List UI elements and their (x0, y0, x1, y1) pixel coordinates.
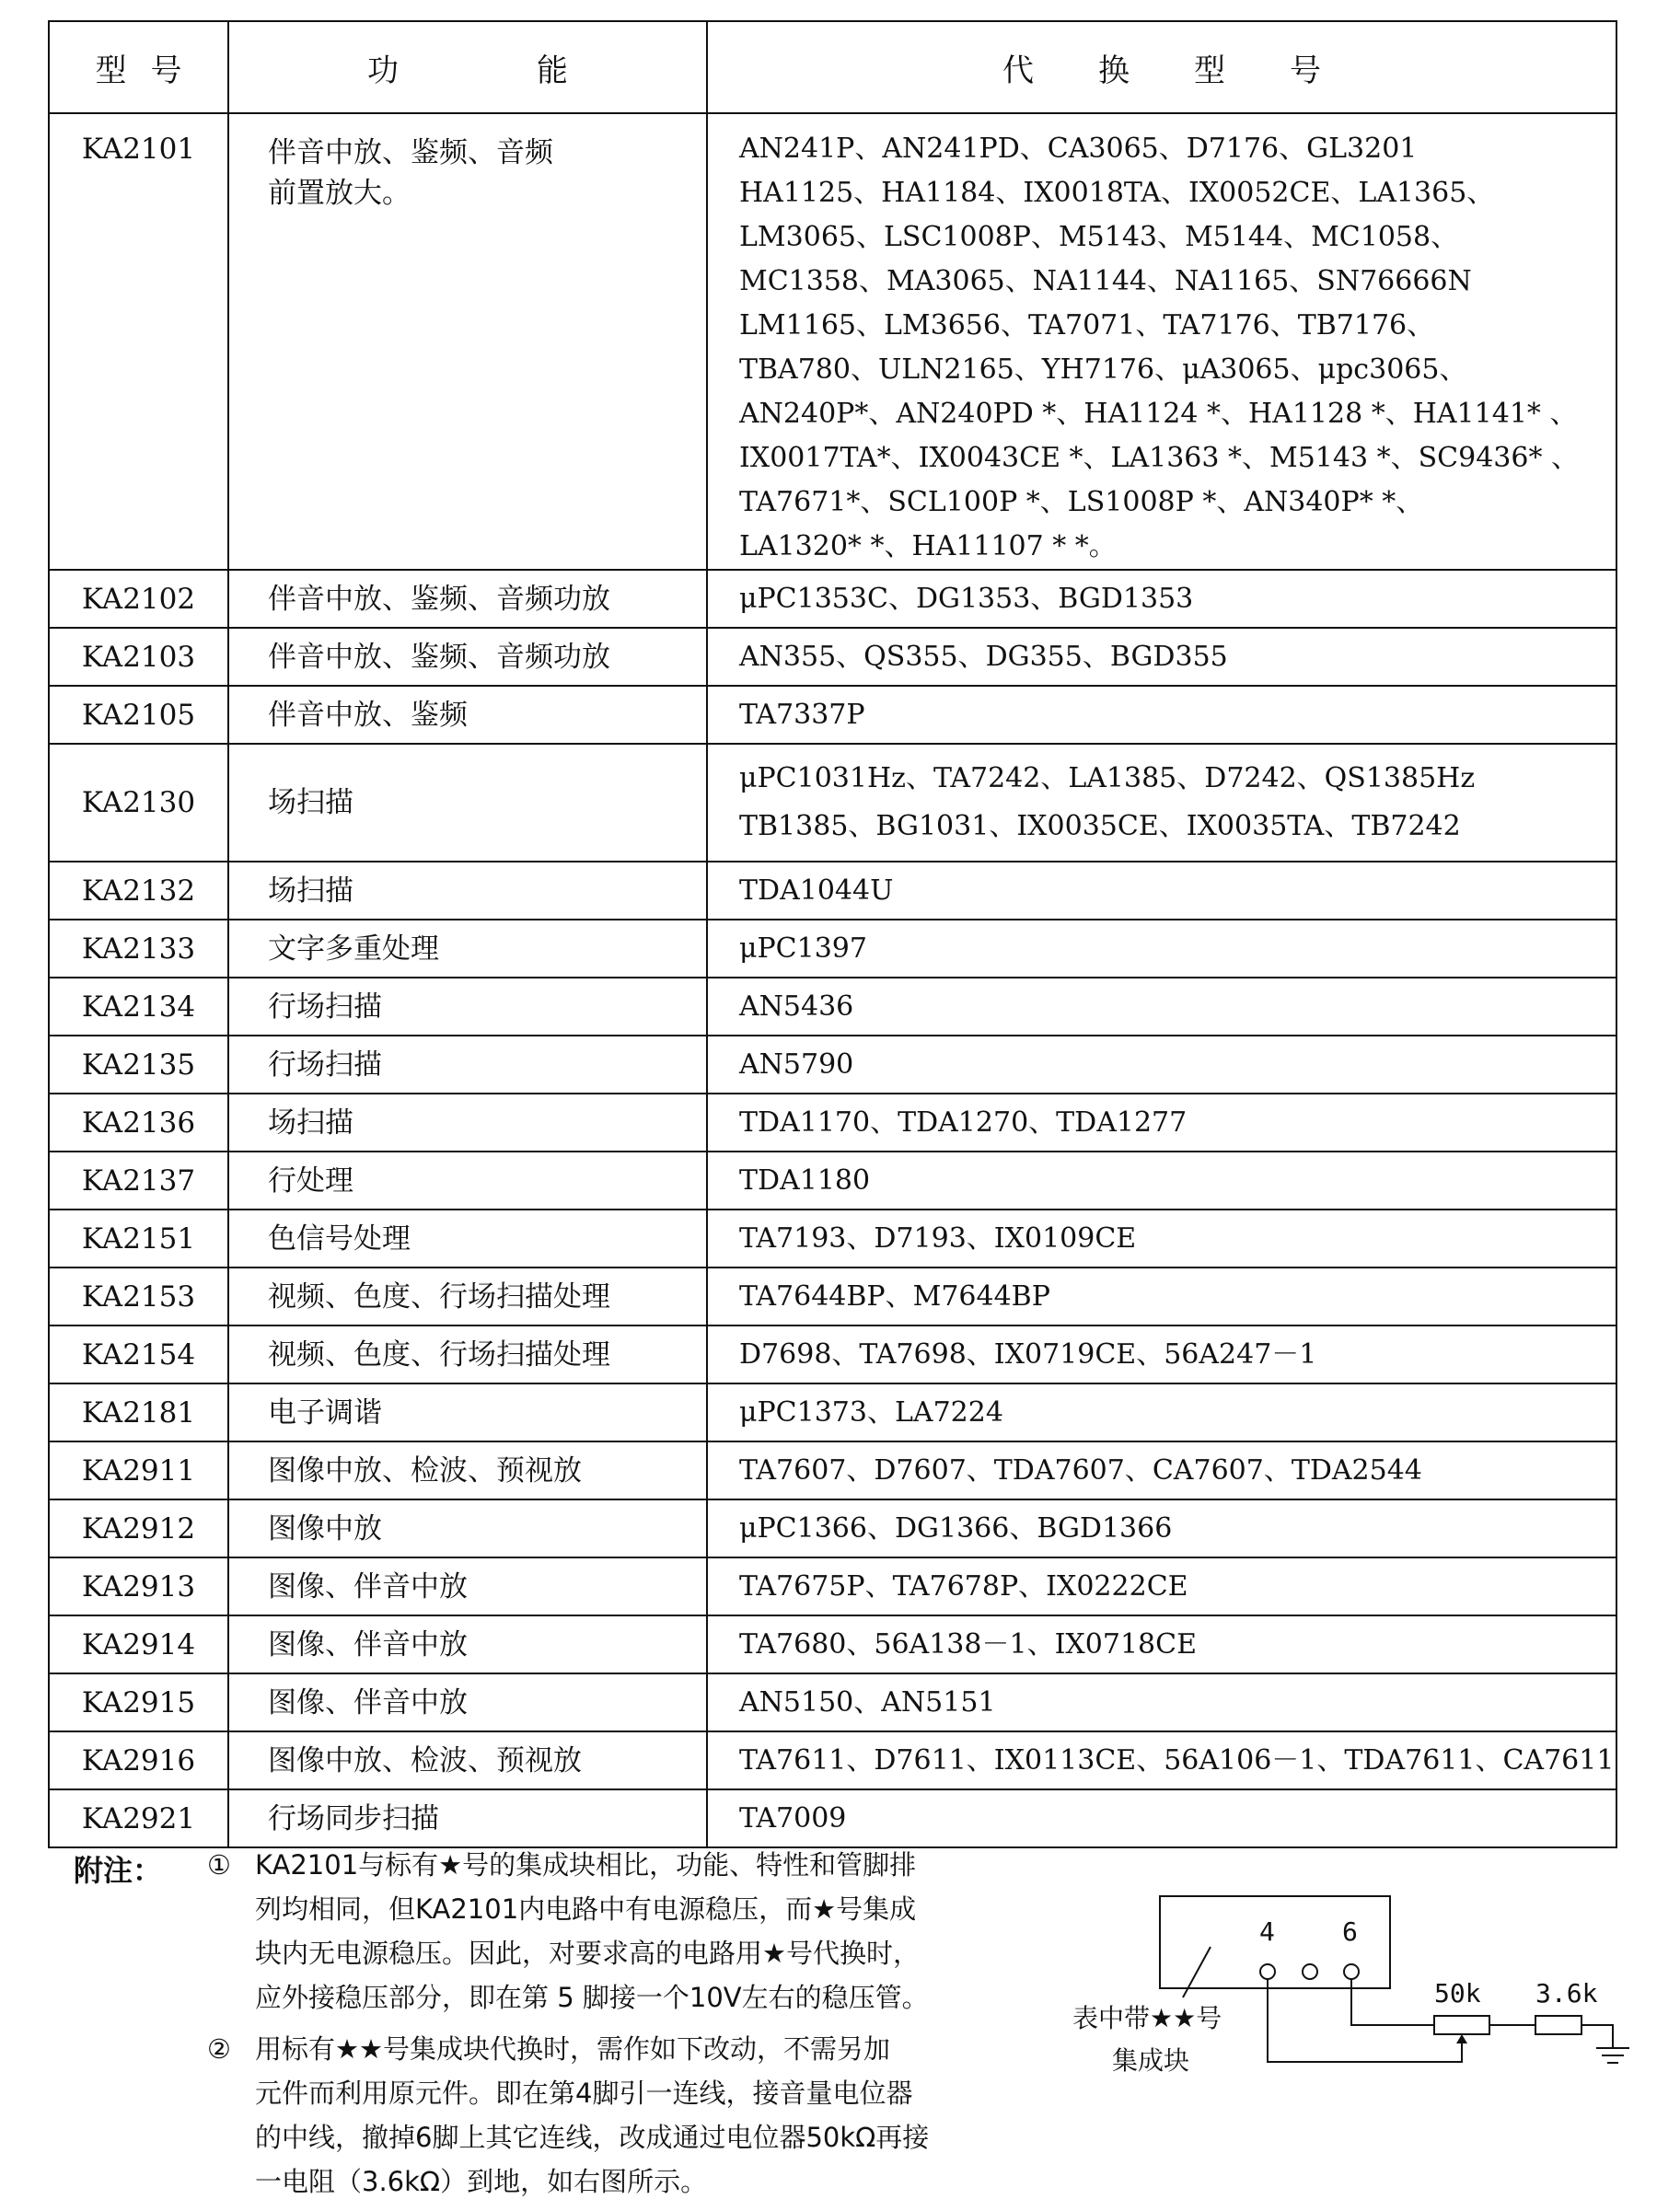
substitute-line: TBA780、ULN2165、YH7176、μA3065、μpc3065、 (739, 353, 1467, 386)
model-cell: KA2912 (49, 1499, 228, 1557)
ic-pointer-line (1183, 1947, 1211, 1997)
wiring-diagram (1049, 1878, 1639, 2154)
function-line: 图像中放 (268, 1511, 382, 1545)
substitute-line: MC1358、MA3065、NA1144、NA1165、SN76666N (739, 265, 1472, 297)
wiper-arrow (1456, 2034, 1467, 2043)
table-row (49, 1499, 1616, 1557)
potentiometer (1434, 2016, 1489, 2034)
substitute-line: μPC1366、DG1366、BGD1366 (739, 1511, 1173, 1545)
table-row (49, 1557, 1616, 1615)
table-row (49, 920, 1616, 978)
note-text (255, 2027, 1176, 2204)
note-line: 元件而利用原元件。即在第4脚引一连线，接音量电位器 (255, 2078, 913, 2109)
table-row (49, 686, 1616, 744)
substitutes-cell (707, 1557, 1616, 1615)
substitutes-cell (707, 978, 1616, 1036)
table-header-row (49, 21, 1616, 113)
substitute-line: IX0017TA*、IX0043CE *、LA1363 *、M5143 *、SC9436* 、 (739, 442, 1579, 474)
substitutes-cell (707, 1094, 1616, 1152)
model-cell: KA2135 (49, 1036, 228, 1094)
substitutes-cell (707, 1673, 1616, 1731)
function-cell (228, 1036, 707, 1094)
substitute-line: TA7680、56A138－1、IX0718CE (739, 1627, 1197, 1661)
model-cell: KA2153 (49, 1268, 228, 1325)
function-cell (228, 744, 707, 862)
header-model: 型号 (49, 21, 228, 113)
function-cell (228, 1731, 707, 1789)
substitute-line: AN5790 (739, 1048, 854, 1081)
function-cell (228, 570, 707, 628)
substitutes-cell (707, 1789, 1616, 1847)
model-cell: KA2101 (49, 113, 228, 570)
function-cell (228, 1268, 707, 1325)
pin-6-label: 6 (1342, 1916, 1358, 1947)
substitutes-cell (707, 862, 1616, 920)
ground-wire (1582, 2025, 1613, 2048)
function-line: 场扫描 (268, 874, 353, 908)
function-cell (228, 1152, 707, 1210)
substitutes-cell (707, 920, 1616, 978)
function-line: 场扫描 (268, 786, 353, 819)
note-number: ② (207, 2033, 231, 2065)
substitutes-cell (707, 1615, 1616, 1673)
function-cell (228, 1615, 707, 1673)
pin-5 (1303, 1964, 1317, 1979)
function-line: 色信号处理 (268, 1221, 411, 1256)
model-cell: KA2133 (49, 920, 228, 978)
pot-label: 50k (1434, 1978, 1481, 2008)
substitute-line: TA7644BP、M7644BP (739, 1279, 1050, 1313)
function-line: 行场扫描 (268, 1048, 382, 1082)
model-cell: KA2915 (49, 1673, 228, 1731)
model-cell: KA2103 (49, 628, 228, 686)
note-line: 应外接稳压部分，即在第 5 脚接一个10V左右的稳压管。 (255, 1982, 929, 2013)
function-line: 图像、伴音中放 (268, 1569, 468, 1603)
header-function: 功能 (228, 21, 707, 113)
substitute-line: μPC1397 (739, 932, 867, 965)
substitutes-cell (707, 570, 1616, 628)
model-cell: KA2137 (49, 1152, 228, 1210)
model-cell: KA2913 (49, 1557, 228, 1615)
model-cell: KA2132 (49, 862, 228, 920)
function-line: 视频、色度、行场扫描处理 (268, 1337, 610, 1372)
function-cell (228, 1499, 707, 1557)
substitute-line: TDA1170、TDA1270、TDA1277 (739, 1106, 1188, 1139)
table-row (49, 1673, 1616, 1731)
substitute-line: TA7009 (739, 1801, 847, 1835)
diagram-caption: 表中带★★号 (1072, 2003, 1222, 2033)
substitutes-cell (707, 1441, 1616, 1499)
substitute-line: AN5150、AN5151 (739, 1685, 996, 1719)
resistor (1535, 2016, 1582, 2034)
model-cell: KA2102 (49, 570, 228, 628)
table-row (49, 1036, 1616, 1094)
model-cell: KA2134 (49, 978, 228, 1036)
substitute-line: AN355、QS355、DG355、BGD355 (739, 640, 1228, 673)
substitute-line: HA1125、HA1184、IX0018TA、IX0052CE、LA1365、 (739, 177, 1495, 209)
substitute-line: AN241P、AN241PD、CA3065、D7176、GL3201 (739, 133, 1418, 165)
table-row (49, 1731, 1616, 1789)
substitutes-cell (707, 1210, 1616, 1268)
substitutes-cell (707, 744, 1616, 862)
function-line: 伴音中放、鉴频、音频功放 (268, 582, 610, 616)
table-row (49, 1383, 1616, 1441)
model-cell: KA2136 (49, 1094, 228, 1152)
substitute-line: TA7337P (739, 698, 865, 731)
table-row (49, 862, 1616, 920)
function-cell (228, 113, 707, 570)
function-cell (228, 1789, 707, 1847)
function-cell (228, 1557, 707, 1615)
table-row (49, 1210, 1616, 1268)
function-line: 图像、伴音中放 (268, 1627, 468, 1661)
note-line: 用标有★★号集成块代换时，需作如下改动，不需另加 (255, 2033, 890, 2065)
function-cell (228, 1210, 707, 1268)
model-cell: KA2151 (49, 1210, 228, 1268)
pin-4-label: 4 (1259, 1916, 1275, 1947)
function-cell (228, 978, 707, 1036)
substitute-line: AN5436 (739, 990, 854, 1023)
substitutes-cell (707, 686, 1616, 744)
model-cell: KA2916 (49, 1731, 228, 1789)
function-line: 视频、色度、行场扫描处理 (268, 1279, 610, 1314)
substitutes-cell (707, 1383, 1616, 1441)
function-line: 伴音中放、鉴频、音频功放 (268, 640, 610, 674)
function-line: 行处理 (268, 1163, 353, 1198)
substitute-line: TA7671*、SCL100P *、LS1008P *、AN340P* *、 (739, 486, 1424, 518)
substitute-line: TA7607、D7607、TDA7607、CA7607、TDA2544 (739, 1453, 1422, 1487)
substitute-line: LM1165、LM3656、TA7071、TA7176、TB7176、 (739, 309, 1435, 341)
function-line: 行场同步扫描 (268, 1801, 439, 1835)
function-cell (228, 1673, 707, 1731)
resistor-label: 3.6k (1535, 1978, 1598, 2008)
substitute-line: μPC1031Hz、TA7242、LA1385、D7242、QS1385Hz (739, 762, 1476, 794)
substitutes-cell (707, 1036, 1616, 1094)
table-row (49, 1615, 1616, 1673)
note-line: KA2101与标有★号的集成块相比，功能、特性和管脚排 (255, 1849, 917, 1881)
model-cell: KA2154 (49, 1325, 228, 1383)
table-row (49, 978, 1616, 1036)
table-row (49, 113, 1616, 570)
substitutes-cell (707, 1731, 1616, 1789)
substitute-line: μPC1353C、DG1353、BGD1353 (739, 582, 1194, 615)
table-row (49, 1325, 1616, 1383)
pin4-wiper-wire (1268, 1979, 1462, 2062)
model-cell: KA2921 (49, 1789, 228, 1847)
function-cell (228, 686, 707, 744)
substitutes-cell (707, 113, 1616, 570)
substitute-line: TDA1180 (739, 1163, 871, 1197)
table-row (49, 1441, 1616, 1499)
note-text (255, 1843, 1176, 2020)
substitute-line: TA7675P、TA7678P、IX0222CE (739, 1569, 1188, 1603)
substitute-line: D7698、TA7698、IX0719CE、56A247－1 (739, 1337, 1317, 1371)
function-cell (228, 1441, 707, 1499)
substitutes-cell (707, 1152, 1616, 1210)
note-number: ① (207, 1849, 231, 1881)
function-line: 伴音中放、鉴频 (268, 698, 468, 732)
pin-4 (1260, 1964, 1275, 1979)
substitute-line: LA1320* *、HA11107 * *。 (739, 530, 1117, 562)
function-line: 电子调谐 (268, 1395, 382, 1430)
model-cell: KA2914 (49, 1615, 228, 1673)
model-cell: KA2130 (49, 744, 228, 862)
model-cell: KA2911 (49, 1441, 228, 1499)
function-cell (228, 1094, 707, 1152)
ic-substitution-table (48, 20, 1617, 1848)
substitute-line: TDA1044U (739, 874, 894, 907)
function-cell (228, 862, 707, 920)
note-line: 块内无电源稳压。因此，对要求高的电路用★号代换时， (255, 1938, 920, 1969)
function-line: 图像中放、检波、预视放 (268, 1453, 582, 1488)
substitutes-cell (707, 1499, 1616, 1557)
table-row (49, 628, 1616, 686)
substitute-line: AN240P*、AN240PD *、HA1124 *、HA1128 *、HA1141* 、 (739, 398, 1578, 430)
table-row (49, 1094, 1616, 1152)
table-row (49, 1152, 1616, 1210)
function-line: 前置放大。 (268, 177, 411, 210)
table-row (49, 744, 1616, 862)
substitute-line: μPC1373、LA7224 (739, 1395, 1003, 1429)
substitutes-cell (707, 1325, 1616, 1383)
function-cell (228, 1383, 707, 1441)
substitute-line: TB1385、BG1031、IX0035CE、IX0035TA、TB7242 (739, 810, 1461, 842)
function-cell (228, 920, 707, 978)
table-row (49, 1268, 1616, 1325)
diagram-caption: 集成块 (1112, 2045, 1190, 2076)
function-line: 文字多重处理 (268, 932, 439, 966)
model-cell: KA2105 (49, 686, 228, 744)
pin-6 (1344, 1964, 1359, 1979)
function-line: 图像、伴音中放 (268, 1685, 468, 1719)
header-substitutes: 代换型号 (707, 21, 1616, 113)
function-line: 图像中放、检波、预视放 (268, 1743, 582, 1777)
substitute-line: TA7193、D7193、IX0109CE (739, 1221, 1137, 1255)
substitutes-cell (707, 1268, 1616, 1325)
function-line: 场扫描 (268, 1106, 353, 1140)
note-line: 的中线，撤掉6脚上其它连线，改成通过电位器50kΩ再接 (255, 2122, 930, 2153)
note-line: 列均相同，但KA2101内电路中有电源稳压，而★号集成 (255, 1893, 917, 1925)
substitute-line: LM3065、LSC1008P、M5143、M5144、MC1058、 (739, 221, 1459, 253)
substitute-line: TA7611、D7611、IX0113CE、56A106－1、TDA7611、CA7611 (739, 1743, 1615, 1777)
table-row (49, 1789, 1616, 1847)
function-line: 伴音中放、鉴频、音频 (268, 136, 553, 169)
note-line: 一电阻（3.6kΩ）到地，如右图所示。 (255, 2166, 708, 2197)
function-cell (228, 628, 707, 686)
substitutes-cell (707, 628, 1616, 686)
function-cell (228, 1325, 707, 1383)
pin6-wire (1351, 1979, 1434, 2025)
model-cell: KA2181 (49, 1383, 228, 1441)
function-line: 行场扫描 (268, 990, 382, 1024)
notes-label: 附注： (74, 1853, 163, 1888)
table-row (49, 570, 1616, 628)
